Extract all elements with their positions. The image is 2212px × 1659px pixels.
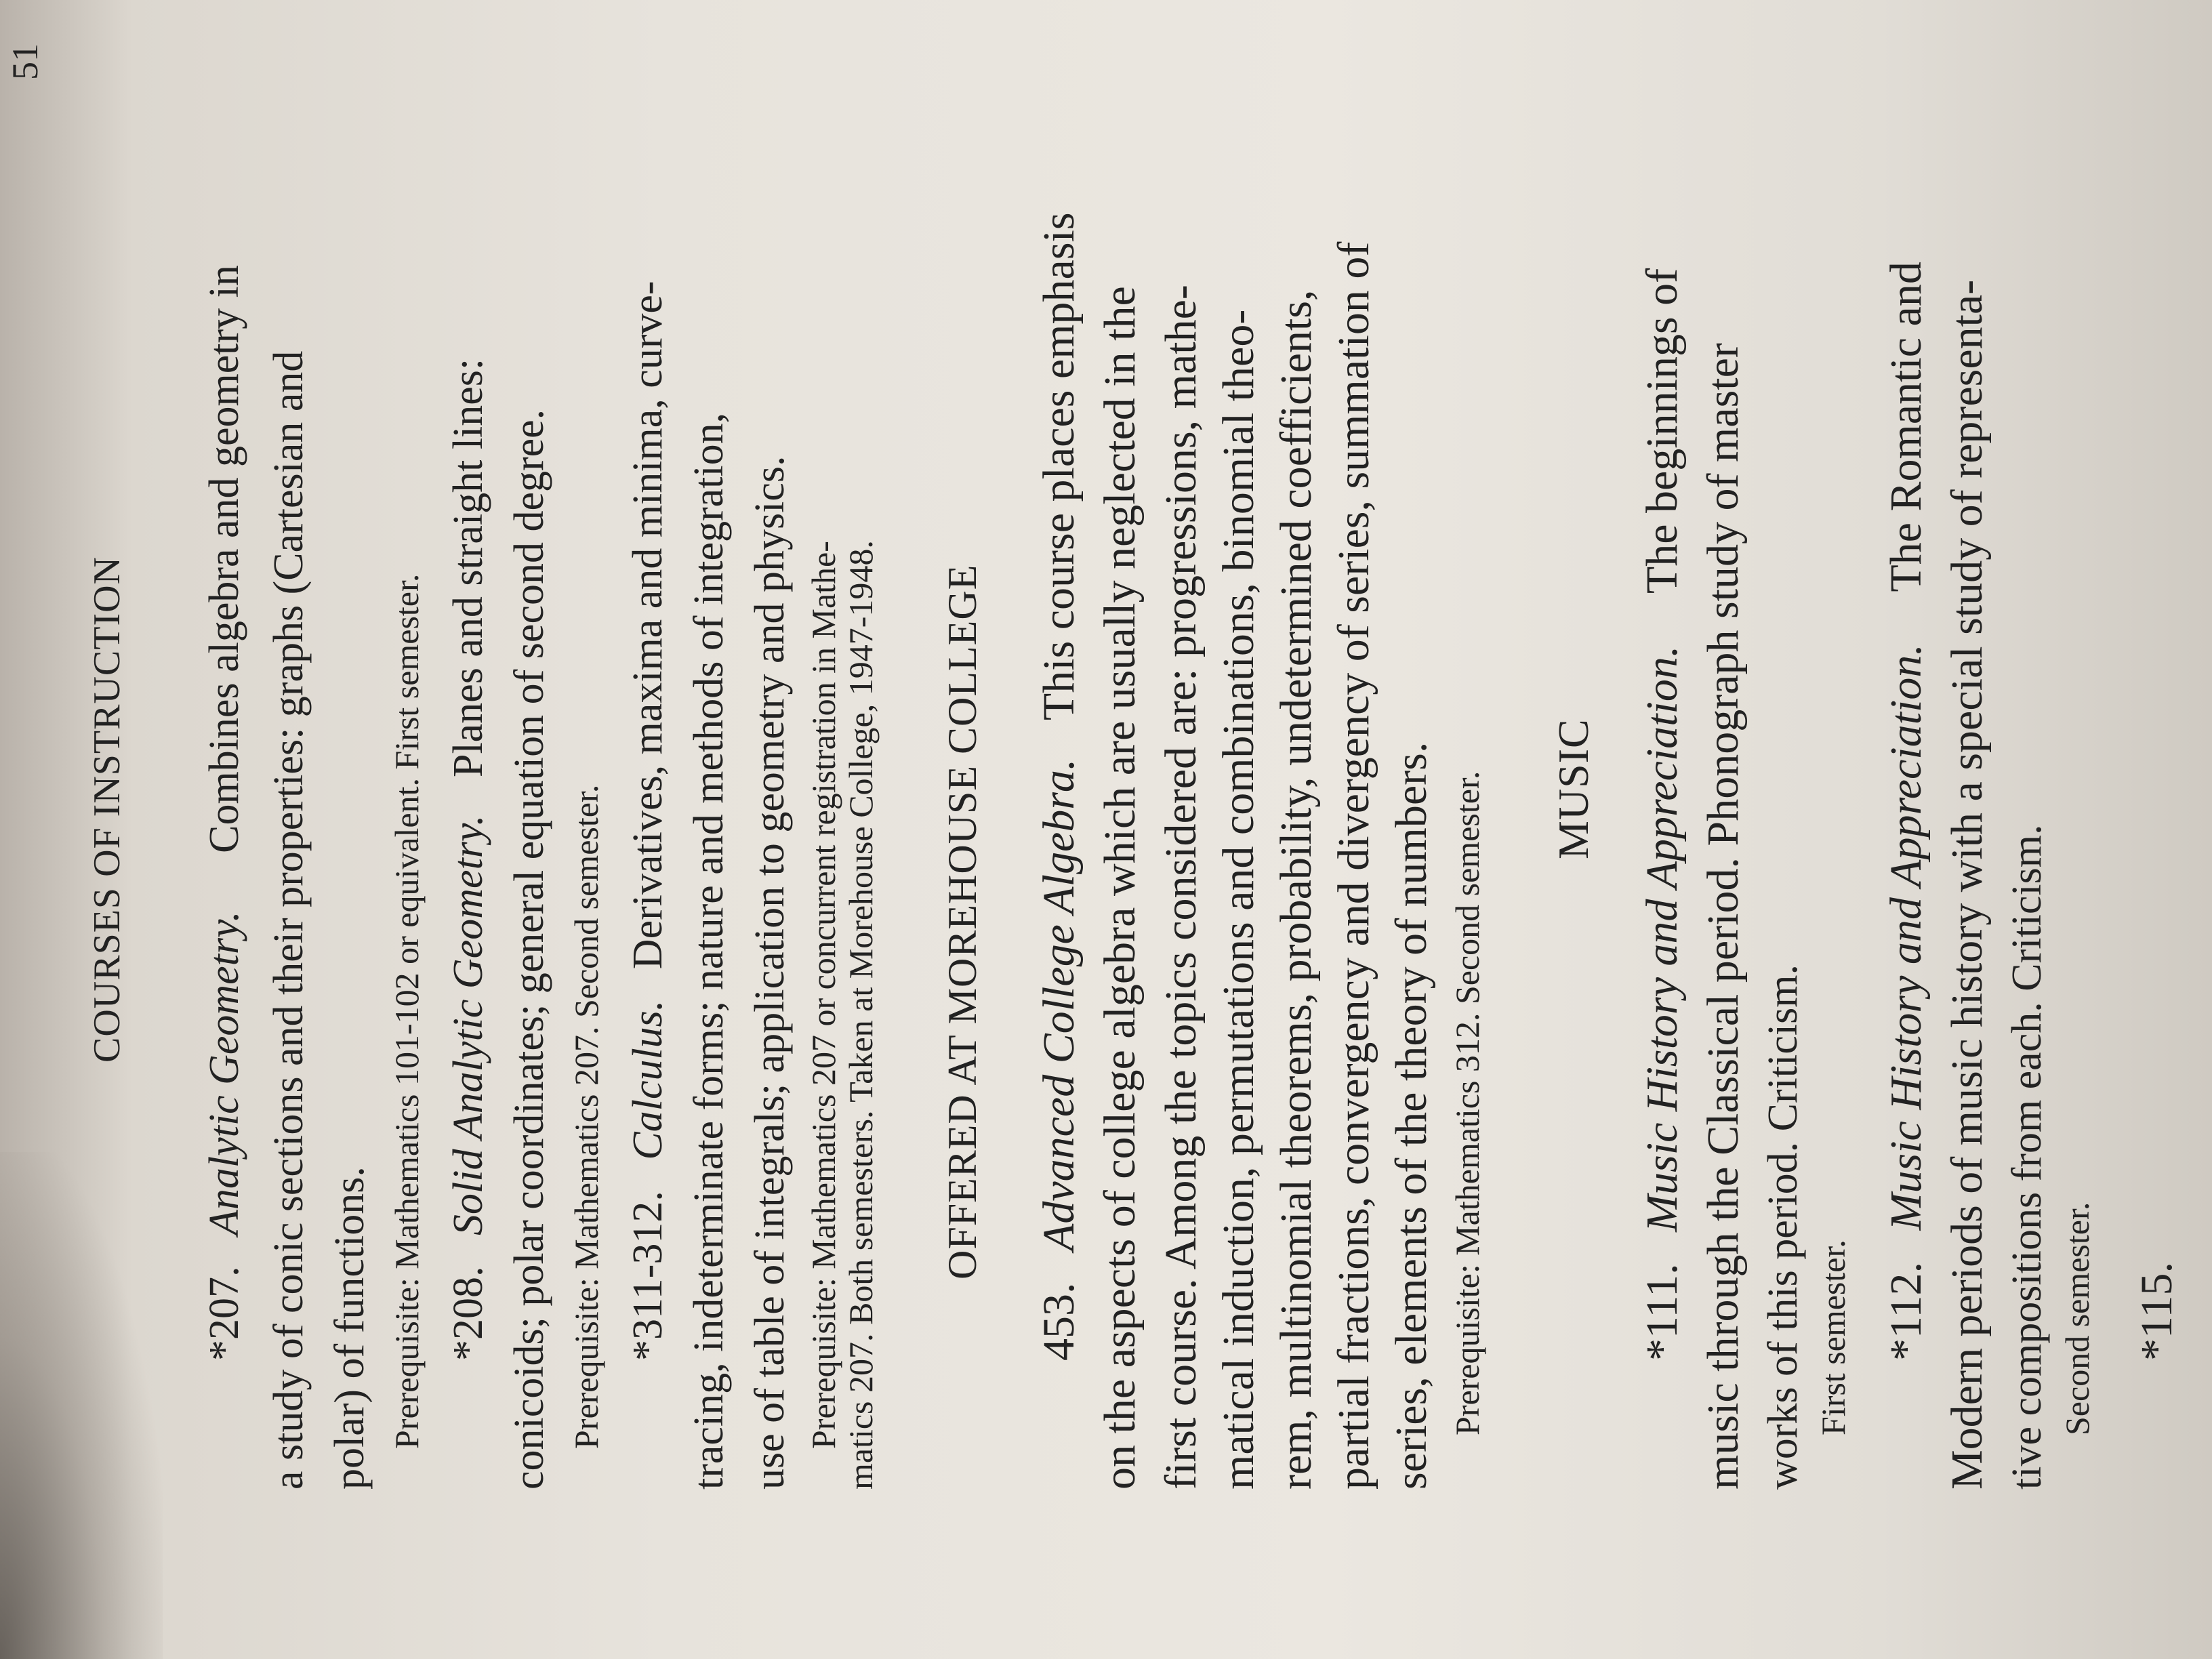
course-453-line4: matical induction, permutations and combinations, binomial theo- [1214,309,1263,1490]
course-453-line7: series, elements of the theory of numbers. [1387,741,1436,1490]
course-311-desc1: Derivatives, maxima and minima, curve- [625,281,671,970]
course-115-line1: *115. [2132,1261,2182,1361]
course-311-line2: tracing, indeterminate forms; nature and methods of integration, [686,412,732,1490]
heading-offered-at: OFFERED AT [940,1024,985,1279]
course-112-desc1: The Romantic and [1881,262,1931,592]
course-453-prereq: Prerequisite: Mathematics 312. Second semester. [1448,771,1486,1435]
course-208-title: Solid Analytic Geometry. [445,815,491,1235]
course-112-line1 [1881,262,1931,1361]
course-453-title: Advanced College Algebra. [1034,758,1084,1251]
course-112-line3: tive compositions from each. Criticism. [2004,824,2050,1490]
course-453-number: 453. [1034,1282,1084,1361]
course-111-number: *111. [1637,1263,1687,1361]
course-207-line2: a study of conic sections and their properties: graphs (Cartesian and [266,350,312,1490]
course-207-prereq: Prerequisite: Mathematics 101-102 or equivalent. First semester. [388,573,426,1449]
course-111-line2: music through the Classical period. Phonograph study of master [1698,343,1748,1490]
course-112-line2: Modern periods of music history with a special study of representa- [1942,279,1992,1490]
course-453-desc1: This course places emphasis [1034,212,1084,721]
thumb-shadow [0,1152,163,1659]
section-heading-music: MUSIC [1549,718,1597,859]
course-112-number: *112. [1881,1261,1931,1361]
heading-college: COLLEGE [940,564,985,754]
course-453-line3: first course. Among the topics considered are: progressions, mathe- [1156,285,1206,1490]
course-207-line3: polar) of functions. [327,1166,373,1490]
course-311-line1 [627,281,669,1361]
course-453-line2: on the aspects of college algebra which are usually neglected in the [1095,286,1145,1490]
course-111-line1 [1637,268,1687,1361]
course-311-number: *311-312. [625,1191,671,1361]
course-112-title: Music History and Appreciation. [1881,644,1931,1231]
section-heading-morehouse [942,565,983,1279]
course-207-desc1: Combines algebra and geometry in [201,265,247,853]
course-207-title: Analytic Geometry. [201,911,247,1235]
course-207-line1 [203,265,245,1361]
course-207-number: *207. [201,1266,247,1361]
running-head: COURSES OF INSTRUCTION [86,556,128,1063]
course-111-line3: works of this period. Criticism. [1760,964,1806,1490]
course-453-line5: rem, multinomial theorems, probability, undetermined coefficients, [1271,289,1321,1490]
course-208-number: *208. [445,1266,491,1361]
course-311-prereq1: Prerequisite: Mathematics 207 or concurrent registration in Mathe- [804,541,842,1449]
course-112-term: Second semester. [2058,1202,2096,1435]
heading-morehouse: MOREHOUSE [940,754,985,1025]
course-208-desc1: Planes and straight lines: [445,358,491,778]
course-208-prereq: Prerequisite: Mathematics 207. Second semester. [567,784,605,1449]
course-111-desc1: The beginnings of [1637,268,1687,594]
course-311-line3: use of table of integrals; application to geometry and physics. [747,455,793,1490]
course-453-line6: partial fractions, convergency and divergency of series, summation of [1329,241,1378,1490]
course-311-prereq2: matics 207. Both semesters. Taken at Morehouse College, 1947-1948. [842,540,880,1490]
course-311-title: Calculus. [625,1000,671,1160]
course-208-line2: conicoids; polar coordinates; general equation of second degree. [506,409,552,1490]
course-453-line1 [1034,212,1084,1361]
course-111-term: First semester. [1814,1240,1852,1435]
course-208-line1 [447,359,489,1361]
page-number: 51 [5,43,45,80]
course-111-title: Music History and Appreciation. [1637,645,1687,1232]
